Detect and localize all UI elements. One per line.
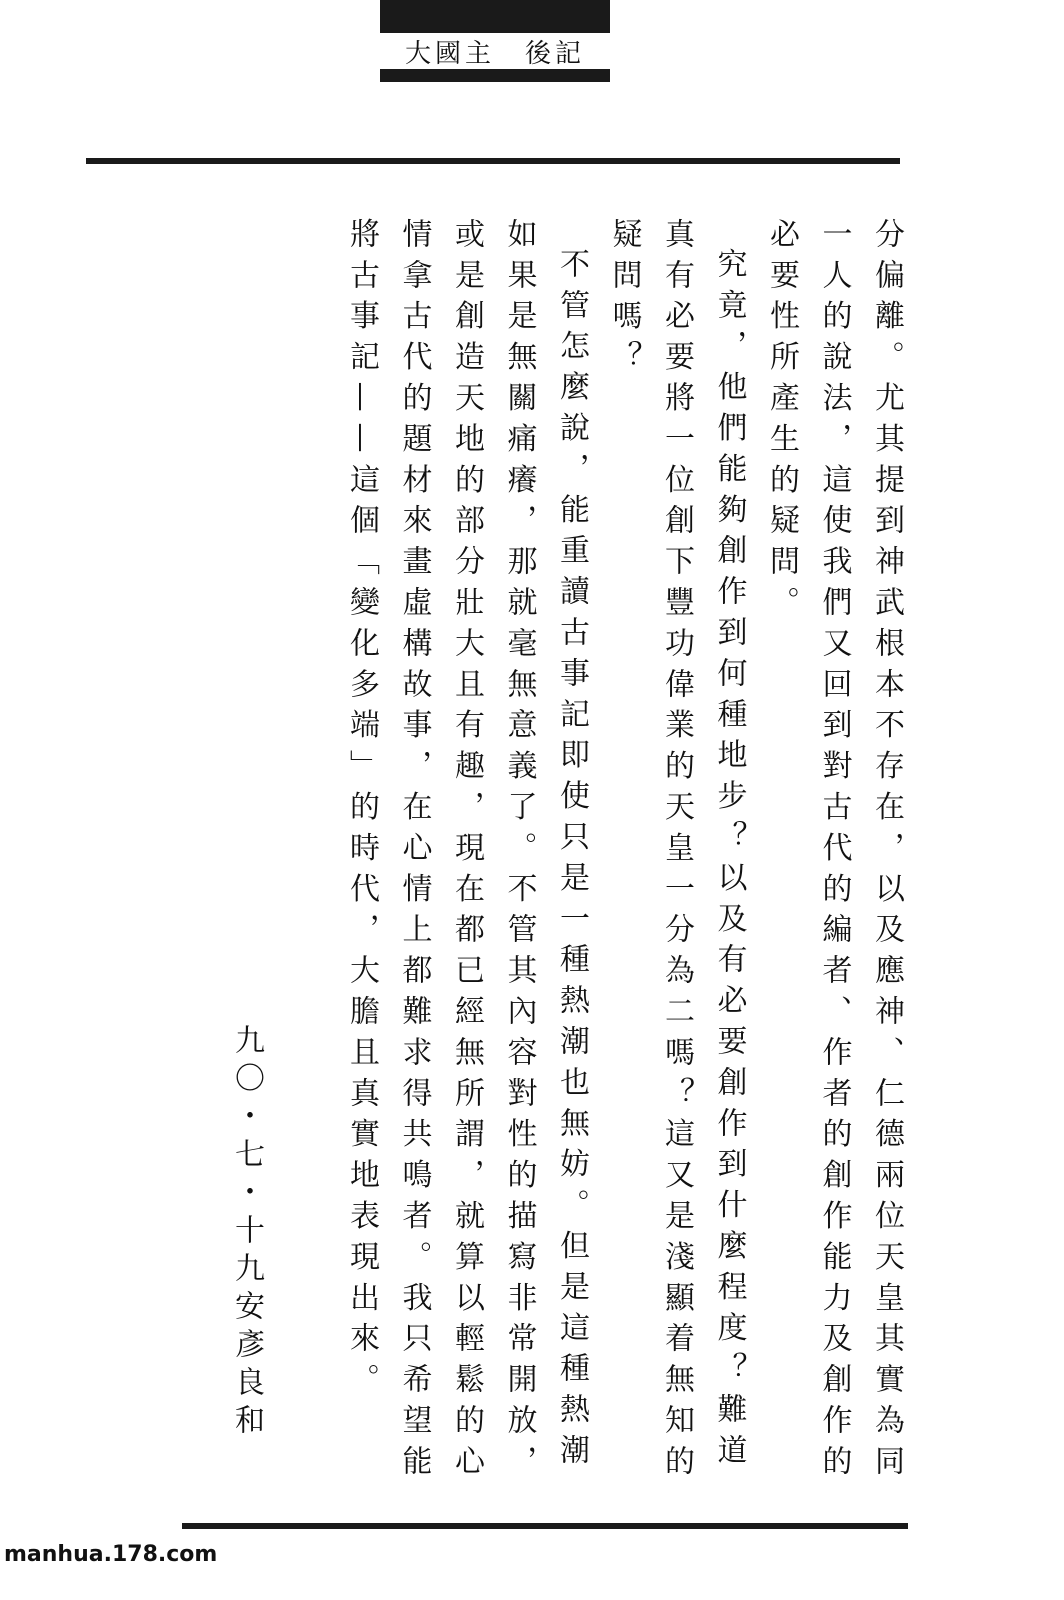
bottom-rule — [182, 1523, 908, 1529]
page-header-title: 大國主 後記 — [380, 30, 610, 72]
top-rule — [86, 158, 900, 164]
site-watermark: manhua.178.com — [4, 1542, 218, 1567]
paragraph-1: 分偏離。尤其提到神武根本不存在，以及應神、仁德兩位天皇其實為同一人的說法，這使我們又回到對古代的編者、作者的創作能力及創作的必要性所產生的疑問。 — [764, 218, 904, 1486]
afterword-body — [335, 218, 913, 1508]
paragraph-3: 不管怎麼說，能重讀古事記即使只是一種熱潮也無妨。但是這種熱潮如果是無關痛癢，那就毫無意義了。不管其內容對性的描寫非常開放，或是創造天地的部分壯大且有趣，現在都已經無所謂，就算以輕鬆的心情拿古代的題材來畫虛構故事，在心情上都難求得共鳴者。我只希望能將古事記——這個「變化多端」的時代，大膽且真實地表現出來。 — [344, 218, 589, 1486]
date-author-signature: 九〇・七・十九安彥良和 — [229, 1024, 264, 1442]
paragraph-2: 究竟，他們能夠創作到何種地步？以及有必要創作到什麼程度？難道真有必要將一位創下豐功偉業的天皇一分為二嗎？這又是淺顯着無知的疑問嗎？ — [606, 218, 747, 1486]
